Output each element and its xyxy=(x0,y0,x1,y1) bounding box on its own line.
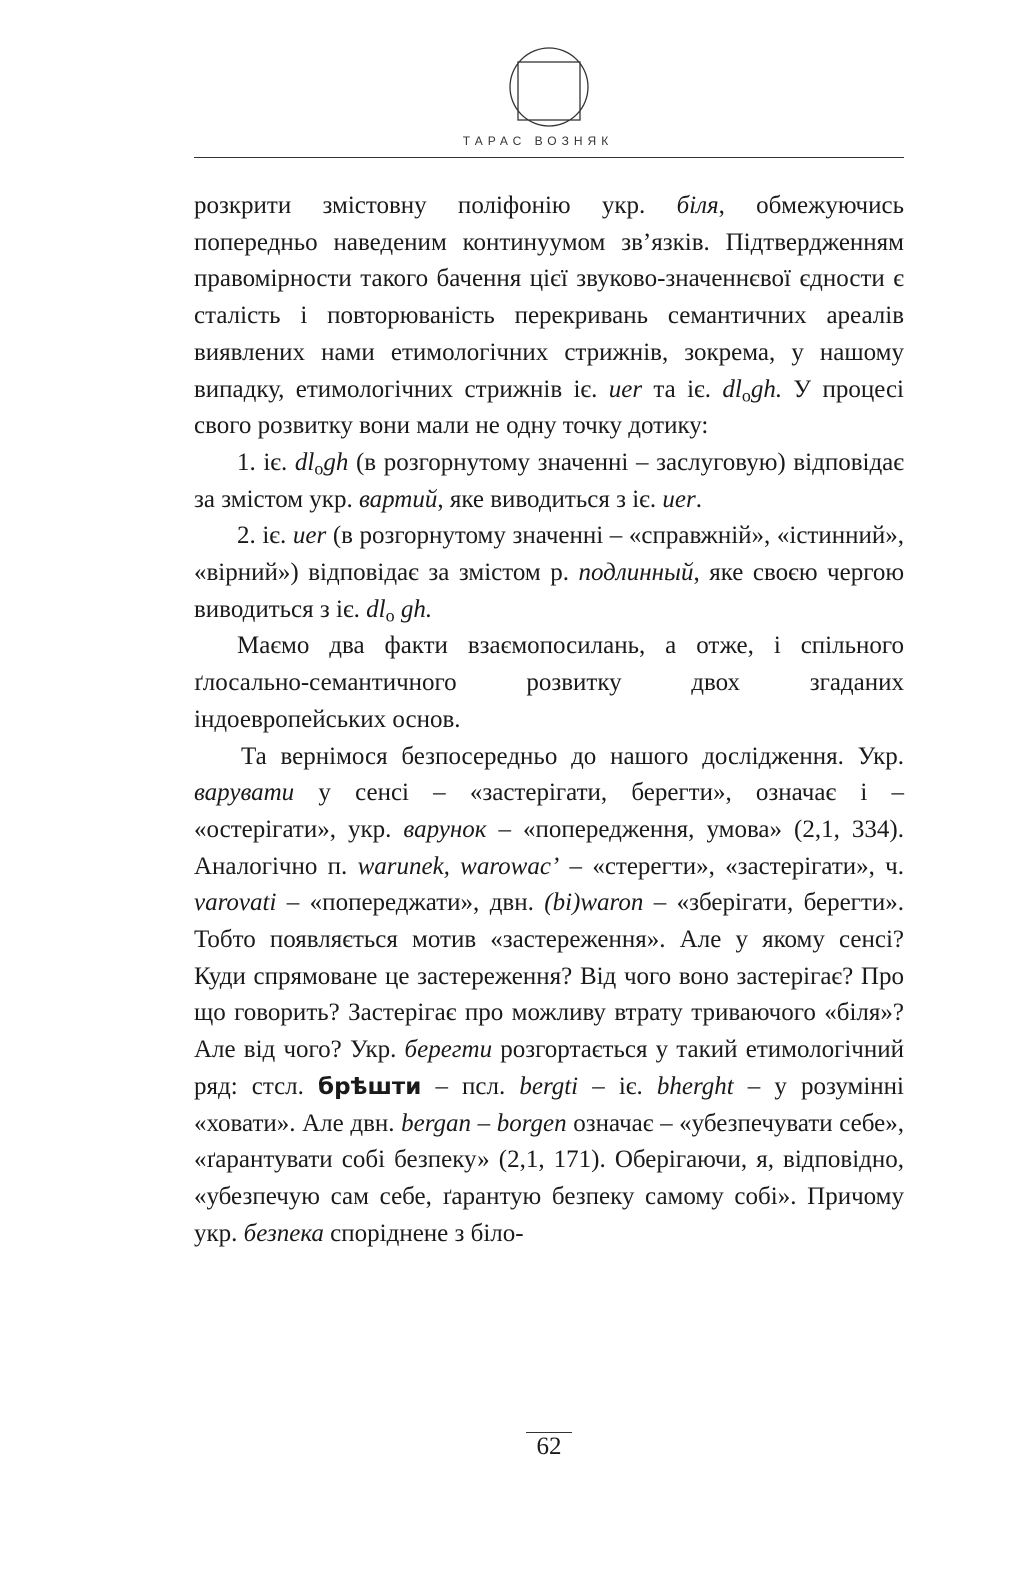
body-text xyxy=(194,188,904,1252)
paragraph-1: розкрити змістовну поліфонію укр. біля, обмежуючись попередньо наведеним континуумом зв’язків. Підтвердженням правомірности такого бачення цієї звуково-значеннєвої єдности є сталість і повторюваність перекривань семантичних ареалів виявлених нами етимологічних стрижнів, зокрема, у нашому випадку, етимологічних стрижнів іє. uer та іє. $dl_ogh$. У процесі свого розвитку вони мали не одну точку дотику: xyxy=(194,192,904,440)
header-rule xyxy=(194,157,904,158)
paragraph-3: 2. іє. uer (в розгорнутому значенні – «справжній», «істинний», «вірний») відповідає за змістом р. подлинный, яке своєю чергою виводиться з іє. $dl_o$ gh. xyxy=(194,522,905,626)
paragraph-2: 1. іє. $dl_ogh$ (в розгорнутому значенні – заслуговую) відповідає за змістом укр. вартий, яке виводиться з іє. uer. xyxy=(194,448,904,513)
paragraph-5: Та вернімося безпосередньо до нашого дослідження. Укр. варувати у сенсі – «застерігати, берегти», означає і – «остерігати», укр. варунок – «попередження, умова» (2,1, 334). Аналогічно п. warunek, warowac’ – «стерегти», «застерігати», ч. varovati – «попереджати», двн. (bi)waron – «зберігати, берегти». Тобто появляється мотив «застереження». Але у якому сенсі? Куди спрямоване це застереження? Від чого воно застерігає? Про що говорить? Застерігає про можливу втрату триваючого «біля»? Але від чого? Укр. берегти розгортається у такий етимологічний ряд: стсл. брѣшти – псл. bergti – іє. bherght – у розумінні «ховати». Але двн. bergan – borgen означає – «убезпечувати себе», «ґарантувати собі безпеку» (2,1, 171). Оберігаючи, я, відповідно, «убезпечую сам себе, ґарантую безпеку самому собі». Причому укр. безпека споріднене з біло- xyxy=(194,742,905,1247)
page-number: 62 xyxy=(536,1433,562,1460)
running-head: ТАРАС ВОЗНЯК xyxy=(462,134,614,148)
circle-square-emblem-icon xyxy=(508,46,590,128)
paragraph-4: Маємо два факти взаємопосилань, а отже, і спільного ґлосально-семантичного розвитку двох згаданих індоевропейських основ. xyxy=(194,632,904,733)
